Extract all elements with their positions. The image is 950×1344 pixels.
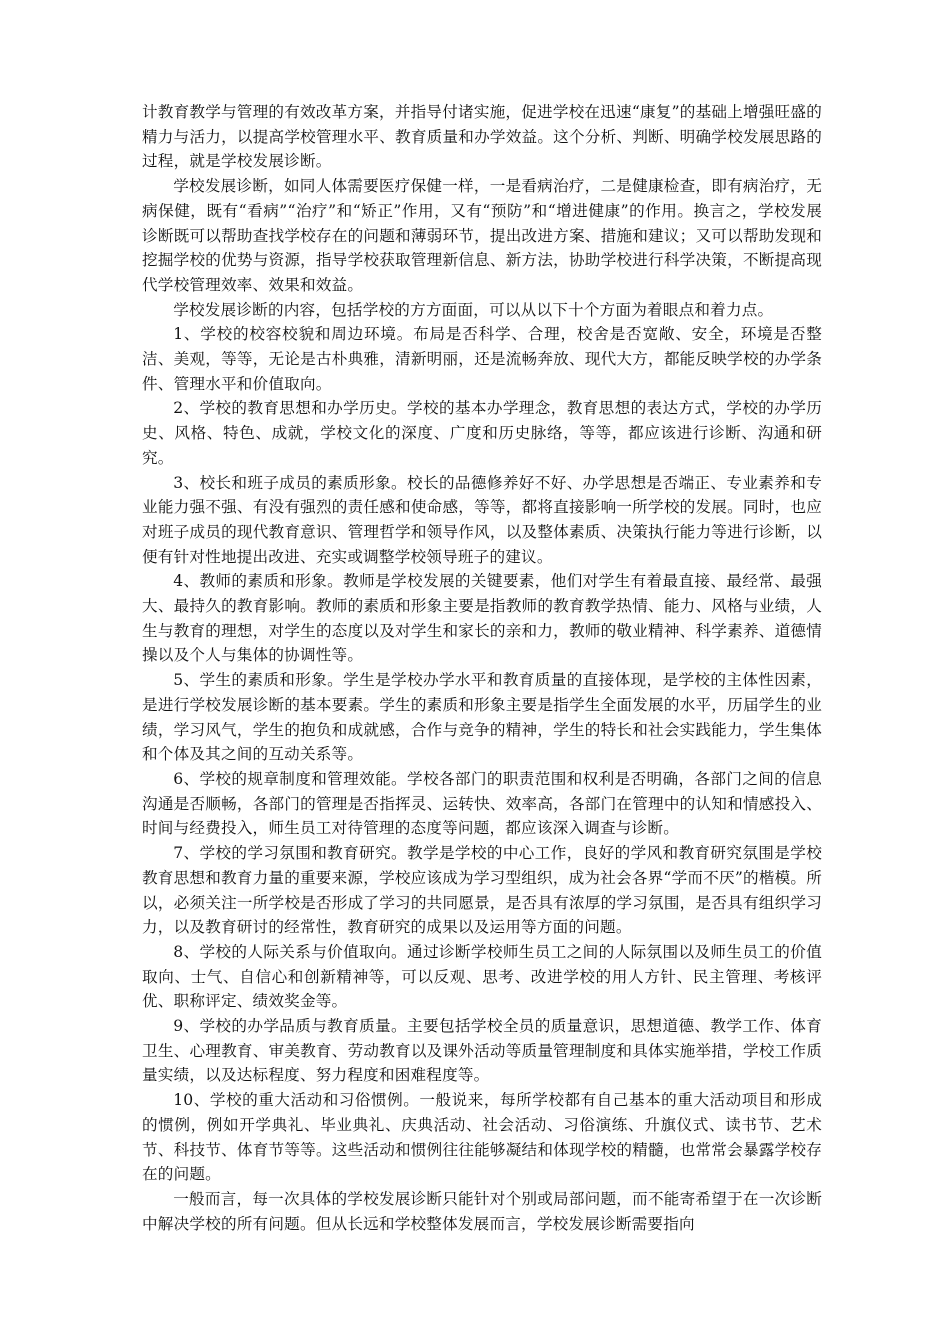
paragraph: 7、学校的学习氛围和教育研究。教学是学校的中心工作，良好的学风和教育研究氛围是学校教育思想和教育力量的重要来源，学校应该成为学习型组织，成为社会各界“学而不厌”的楷模。所以，必须关注一所学校是否形成了学习的共同愿景，是否具有浓厚的学习氛围，是否具有组织学习力，以及教育研讨的经常性，教育研究的成果以及运用等方面的问题。 [142,844,822,937]
document-page [142,100,822,1236]
paragraph: 4、教师的素质和形象。教师是学校发展的关键要素，他们对学生有着最直接、最经常、最强大、最持久的教育影响。教师的素质和形象主要是指教师的教育教学热情、能力、风格与业绩，人生与教育的理想，对学生的态度以及对学生和家长的亲和力，教师的敬业精神、科学素养、道德情操以及个人与集体的协调性等。 [142,572,822,665]
paragraph: 6、学校的规章制度和管理效能。学校各部门的职责范围和权利是否明确，各部门之间的信息沟通是否顺畅，各部门的管理是否指挥灵、运转快、效率高，各部门在管理中的认知和情感投入、时间与经费投入，师生员工对待管理的态度等问题，都应该深入调查与诊断。 [142,769,822,838]
paragraph: 计教育教学与管理的有效改革方案，并指导付诸实施，促进学校在迅速“康复”的基础上增强旺盛的精力与活力，以提高学校管理水平、教育质量和办学效益。这个分析、判断、明确学校发展思路的过程，就是学校发展诊断。 [142,103,822,171]
paragraph: 学校发展诊断，如同人体需要医疗保健一样，一是看病治疗，二是健康检查，即有病治疗，无病保健，既有“看病”“治疗”和“矫正”作用，又有“预防”和“增进健康”的作用。换言之，学校发展诊断既可以帮助查找学校存在的问题和薄弱环节，提出改进方案、措施和建议；又可以帮助发现和挖掘学校的优势与资源，指导学校获取管理新信息、新方法，协助学校进行科学决策，不断提高现代学校管理效率、效果和效益。 [142,177,822,294]
paragraph: 9、学校的办学品质与教育质量。主要包括学校全员的质量意识，思想道德、教学工作、体育卫生、心理教育、审美教育、劳动教育以及课外活动等质量管理制度和具体实施举措，学校工作质量实绩，以及达标程度、努力程度和困难程度等。 [142,1017,822,1085]
paragraph: 8、学校的人际关系与价值取向。通过诊断学校师生员工之间的人际氛围以及师生员工的价值取向、士气、自信心和创新精神等，可以反观、思考、改进学校的用人方针、民主管理、考核评优、职称评定、绩效奖金等。 [142,942,822,1011]
paragraph: 一般而言，每一次具体的学校发展诊断只能针对个别或局部问题，而不能寄希望于在一次诊断中解决学校的所有问题。但从长远和学校整体发展而言，学校发展诊断需要指向 [142,1189,822,1233]
paragraph: 10、学校的重大活动和习俗惯例。一般说来，每所学校都有自己基本的重大活动项目和形成的惯例，例如开学典礼、毕业典礼、庆典活动、社会活动、习俗演练、升旗仪式、读书节、艺术节、科技节、体育节等等。这些活动和惯例往往能够凝结和体现学校的精髓，也常常会暴露学校存在的问题。 [142,1091,822,1184]
paragraph: 3、校长和班子成员的素质形象。校长的品德修养好不好、办学思想是否端正、专业素养和专业能力强不强、有没有强烈的责任感和使命感，等等，都将直接影响一所学校的发展。同时，也应对班子成员的现代教育意识、管理哲学和领导作风，以及整体素质、决策执行能力等进行诊断，以便有针对性地提出改进、充实或调整学校领导班子的建议。 [142,473,822,566]
paragraph: 2、学校的教育思想和办学历史。学校的基本办学理念，教育思想的表达方式，学校的办学历史、风格、特色、成就，学校文化的深度、广度和历史脉络，等等，都应该进行诊断、沟通和研究。 [142,399,822,467]
paragraph: 学校发展诊断的内容，包括学校的方方面面，可以从以下十个方面为着眼点和着力点。 [173,300,774,319]
paragraph: 5、学生的素质和形象。学生是学校办学水平和教育质量的直接体现，是学校的主体性因素，是进行学校发展诊断的基本要素。学生的素质和形象主要是指学生全面发展的水平，历届学生的业绩，学习风气，学生的抱负和成就感，合作与竞争的精神，学生的特长和社会实践能力，学生集体和个体及其之间的互动关系等。 [142,671,822,764]
paragraph: 1、学校的校容校貌和周边环境。布局是否科学、合理，校舍是否宽敞、安全，环境是否整洁、美观，等等，无论是古朴典雅，清新明丽，还是流畅奔放、现代大方，都能反映学校的办学条件、管理水平和价值取向。 [142,325,822,393]
